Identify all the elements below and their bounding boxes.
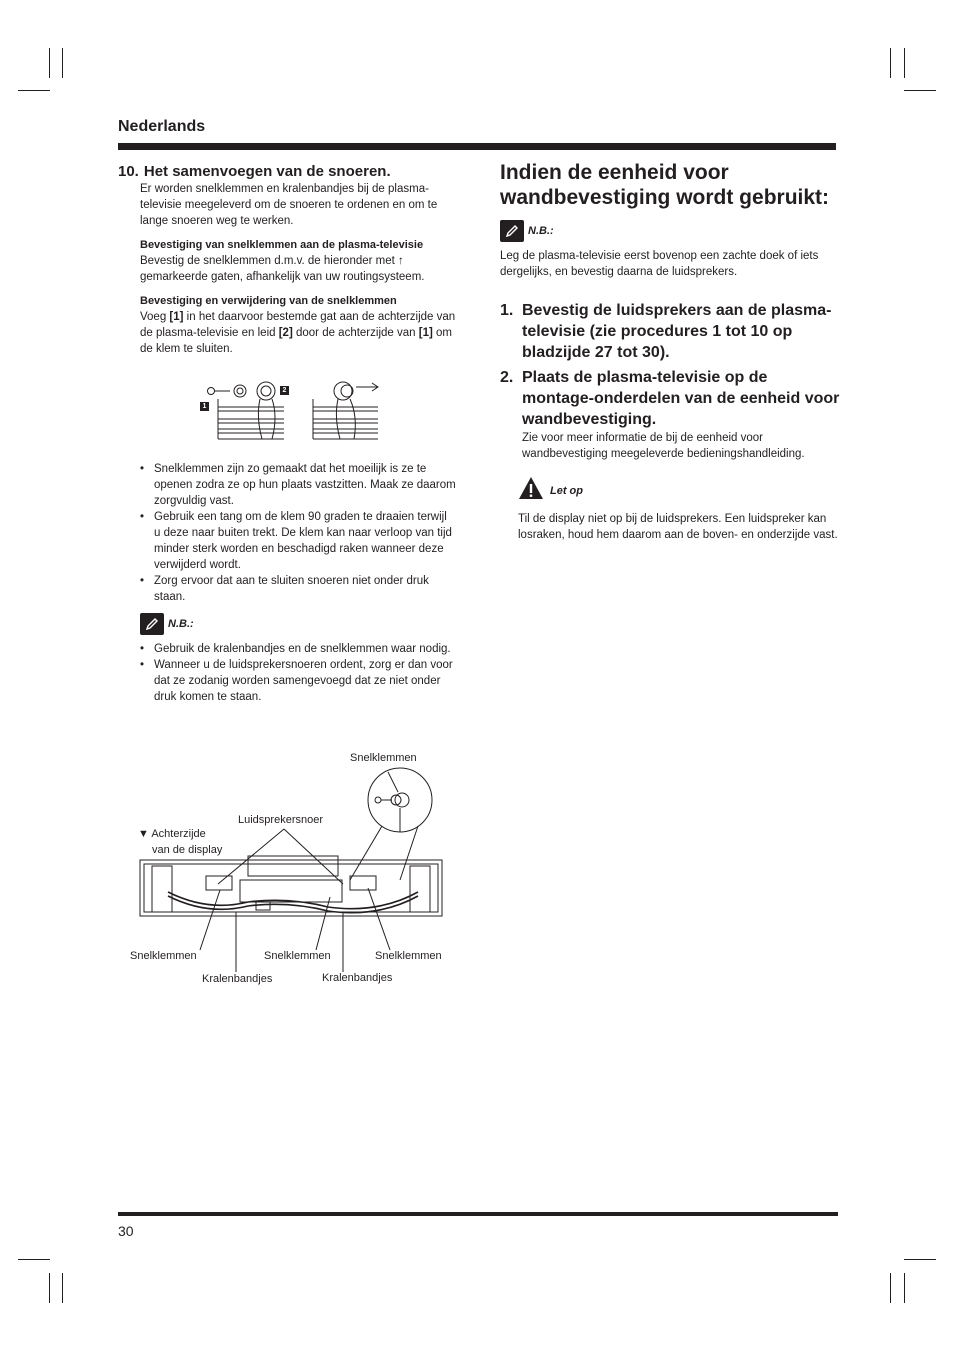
section-title: [118, 162, 456, 181]
figure-label: Snelklemmen: [350, 752, 417, 764]
step-text: Plaats de plasma-televisie op de montage-onderdelen van de eenheid voor wandbevestiging.: [522, 369, 840, 428]
right-column: [500, 160, 840, 543]
figure-label: Kralenbandjes: [322, 972, 393, 984]
figure-label: van de display: [152, 844, 223, 856]
crop-mark: [904, 48, 905, 78]
nb-label: N.B.:: [168, 618, 194, 630]
step-1: [500, 300, 840, 363]
caution-label: Let op: [550, 484, 583, 497]
figure-label: Snelklemmen: [130, 950, 197, 962]
figure-label: Luidsprekersnoer: [238, 814, 323, 826]
caution-note: [518, 476, 840, 505]
clip-diagram: [198, 377, 388, 447]
figure-label: Snelklemmen: [375, 950, 442, 962]
sub2-text: Voeg [1] in het daarvoor bestemde gat aan de achterzijde van de plasma-televisie en leid [2] door de achterzijde van [1] om de klem te sluiten.: [140, 311, 456, 355]
crop-mark: [904, 1273, 905, 1303]
crop-mark: [904, 90, 936, 91]
list-item: • Gebruik een tang om de klem 90 graden te draaien terwijl u deze naar buiten trekt. De klem kan naar verloop van tijd minder sterk worden en beschadigd raken wanneer deze verwijderd wordt.: [140, 509, 456, 573]
clip-badge: 2: [280, 386, 289, 395]
section-number: 10.: [118, 163, 139, 180]
nb-text: Leg de plasma-televisie eerst bovenop een zachte doek of iets dergelijks, en bevestig daarna de luidsprekers.: [500, 250, 819, 278]
step-2: [500, 367, 840, 430]
clip-notes-list: [140, 461, 456, 605]
step-number: 1.: [500, 302, 514, 319]
warning-icon: [518, 476, 544, 505]
crop-mark: [62, 48, 63, 78]
section-title-text: Het samenvoegen van de snoeren.: [143, 163, 391, 180]
footer-rule: [118, 1212, 838, 1216]
page-number: 30: [118, 1223, 134, 1239]
nb-list: [140, 641, 456, 705]
list-item: • Snelklemmen zijn zo gemaakt dat het moeilijk is ze te openen zodra ze op hun plaats vastzitten. Maak ze daarom zorgvuldig vast.: [140, 461, 456, 509]
step-2-detail: Zie voor meer informatie de bij de eenheid voor wandbevestiging meegeleverde bedieningshandleiding.: [522, 432, 805, 460]
pencil-icon: [500, 220, 524, 242]
caution-text: Til de display niet op bij de luidsprekers. Een luidspreker kan losraken, houd hem daarom aan de boven- en onderzijde vast.: [518, 513, 838, 541]
list-item: • Gebruik de kralenbandjes en de snelklemmen waar nodig.: [140, 641, 456, 657]
clip-illustration: [198, 377, 388, 447]
crop-mark: [18, 1259, 50, 1260]
nb-label: N.B.:: [528, 225, 554, 237]
crop-mark: [904, 1259, 936, 1260]
step-text: Bevestig de luidsprekers aan de plasma-televisie (zie procedures 1 tot 10 op bladzijde 27 tot 30).: [522, 302, 832, 361]
left-column: [118, 162, 456, 705]
language-heading: Nederlands: [118, 118, 206, 135]
crop-mark: [890, 48, 891, 78]
display-rear-figure: [128, 752, 458, 992]
list-item: • Wanneer u de luidsprekersnoeren ordent, zorg er dan voor dat ze zodanig worden samengevoegd dat ze niet onder druk komen te staan.: [140, 657, 456, 705]
crop-mark: [62, 1273, 63, 1303]
sub1-title: Bevestiging van snelklemmen aan de plasma-televisie: [140, 239, 424, 251]
sub1-text: Bevestig de snelklemmen d.m.v. de hieronder met ↑ gemarkeerde gaten, afhankelijk van uw routingsysteem.: [140, 255, 425, 283]
figure-label: ▼ Achterzijde: [138, 828, 206, 840]
page-title: Indien de eenheid voor wandbevestiging wordt gebruikt:: [500, 161, 830, 209]
nb-note: [500, 220, 840, 242]
figure-label: Kralenbandjes: [202, 973, 273, 985]
crop-mark: [49, 1273, 50, 1303]
list-item: • Zorg ervoor dat aan te sluiten snoeren niet onder druk staan.: [140, 573, 456, 605]
figure-label: Snelklemmen: [264, 950, 331, 962]
crop-mark: [49, 48, 50, 78]
pencil-icon: [140, 613, 164, 635]
intro-text: Er worden snelklemmen en kralenbandjes bij de plasma-televisie meegeleverd om de snoeren te ordenen en om te lange snoeren weg te werken.: [140, 183, 438, 227]
step-number: 2.: [500, 369, 514, 386]
crop-mark: [18, 90, 50, 91]
crop-mark: [890, 1273, 891, 1303]
nb-note: [140, 613, 456, 635]
sub2-title: Bevestiging en verwijdering van de snelklemmen: [140, 295, 397, 307]
clip-badge: 1: [200, 402, 209, 411]
header-rule: [118, 143, 836, 150]
